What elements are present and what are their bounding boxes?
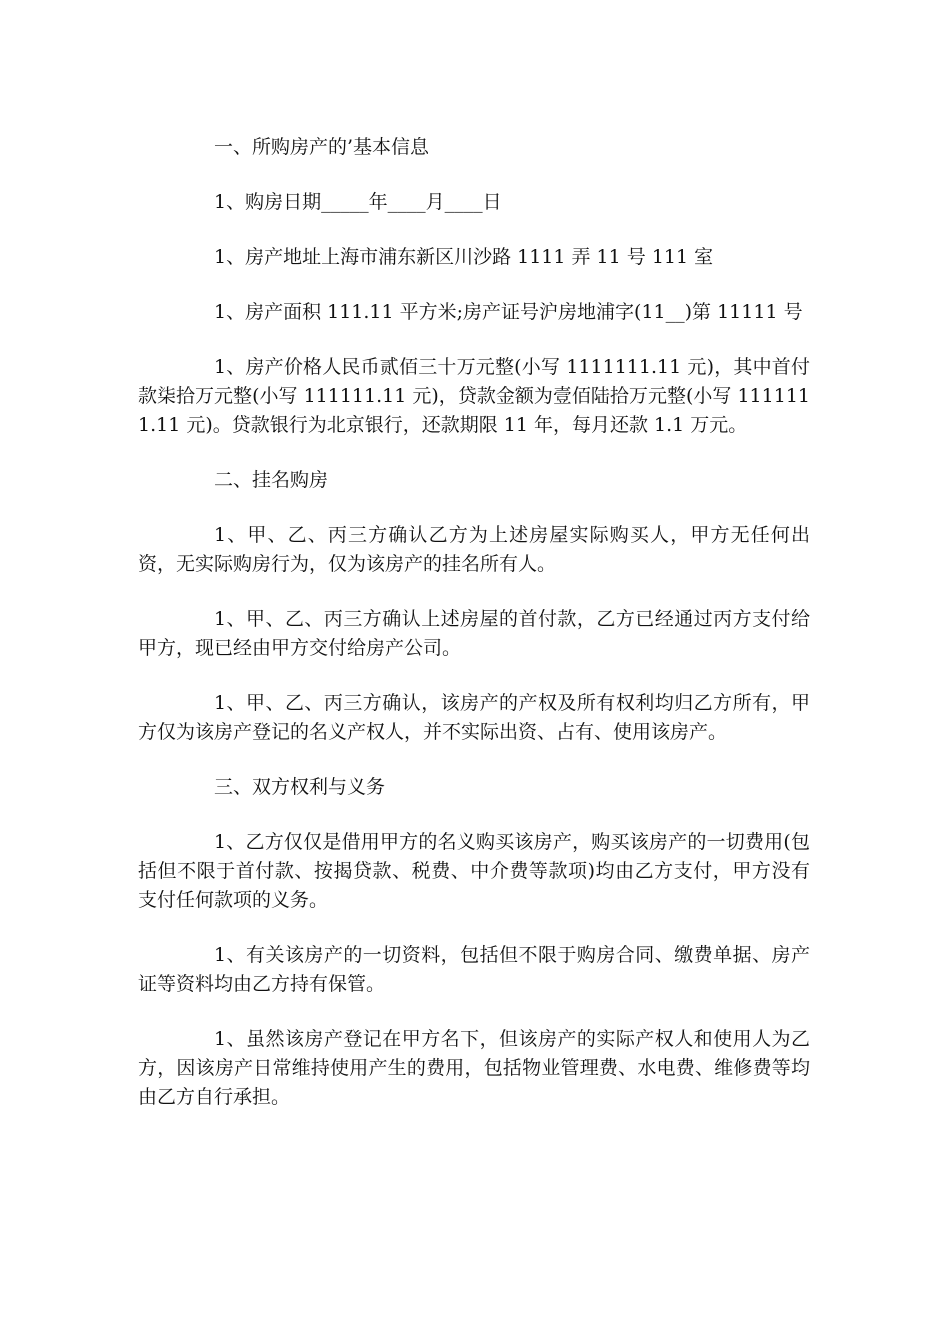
payment-obligation-paragraph: 1、乙方仅仅是借用甲方的名义购买该房产，购买该房产的一切费用(包括但不限于首付款、按揭贷款、税费、中介费等款项)均由乙方支付，甲方没有支付任何款项的义务。	[138, 831, 810, 911]
section-heading-rights-duties: 三、双方权利与义务	[214, 776, 386, 798]
property-address-line: 1、房产地址上海市浦东新区川沙路 1111 弄 11 号 111 室	[214, 246, 714, 268]
section-heading-nominal-purchase: 二、挂名购房	[214, 469, 329, 491]
expenses-paragraph: 1、虽然该房产登记在甲方名下，但该房产的实际产权人和使用人为乙方，因该房产日常维持使用产生的费用，包括物业管理费、水电费、维修费等均由乙方自行承担。	[138, 1028, 810, 1108]
documents-custody-paragraph: 1、有关该房产的一切资料，包括但不限于购房合同、缴费单据、房产证等资料均由乙方持有保管。	[138, 944, 810, 995]
property-price-paragraph: 1、房产价格人民币贰佰三十万元整(小写 1111111.11 元)，其中首付款柒拾万元整(小写 111111.11 元)，贷款金额为壹佰陆拾万元整(小写 1111111.11 元)。贷款银行为北京银行，还款期限 11 年，每月还款 1.1 万元。	[138, 356, 810, 436]
ownership-paragraph: 1、甲、乙、丙三方确认，该房产的产权及所有权利均归乙方所有，甲方仅为该房产登记的名义产权人，并不实际出资、占有、使用该房产。	[138, 692, 810, 743]
down-payment-paragraph: 1、甲、乙、丙三方确认上述房屋的首付款，乙方已经通过丙方支付给甲方，现已经由甲方交付给房产公司。	[138, 608, 810, 659]
property-area-line: 1、房产面积 111.11 平方米;房产证号沪房地浦字(11__)第 11111 号	[214, 301, 803, 323]
document-body	[138, 133, 810, 1112]
section-heading-basic-info: 一、所购房产的’基本信息	[214, 136, 430, 158]
purchase-date-line: 1、购房日期_____年____月____日	[214, 191, 502, 213]
nominal-buyer-paragraph: 1、甲、乙、丙三方确认乙方为上述房屋实际购买人，甲方无任何出资，无实际购房行为，仅为该房产的挂名所有人。	[138, 524, 810, 575]
